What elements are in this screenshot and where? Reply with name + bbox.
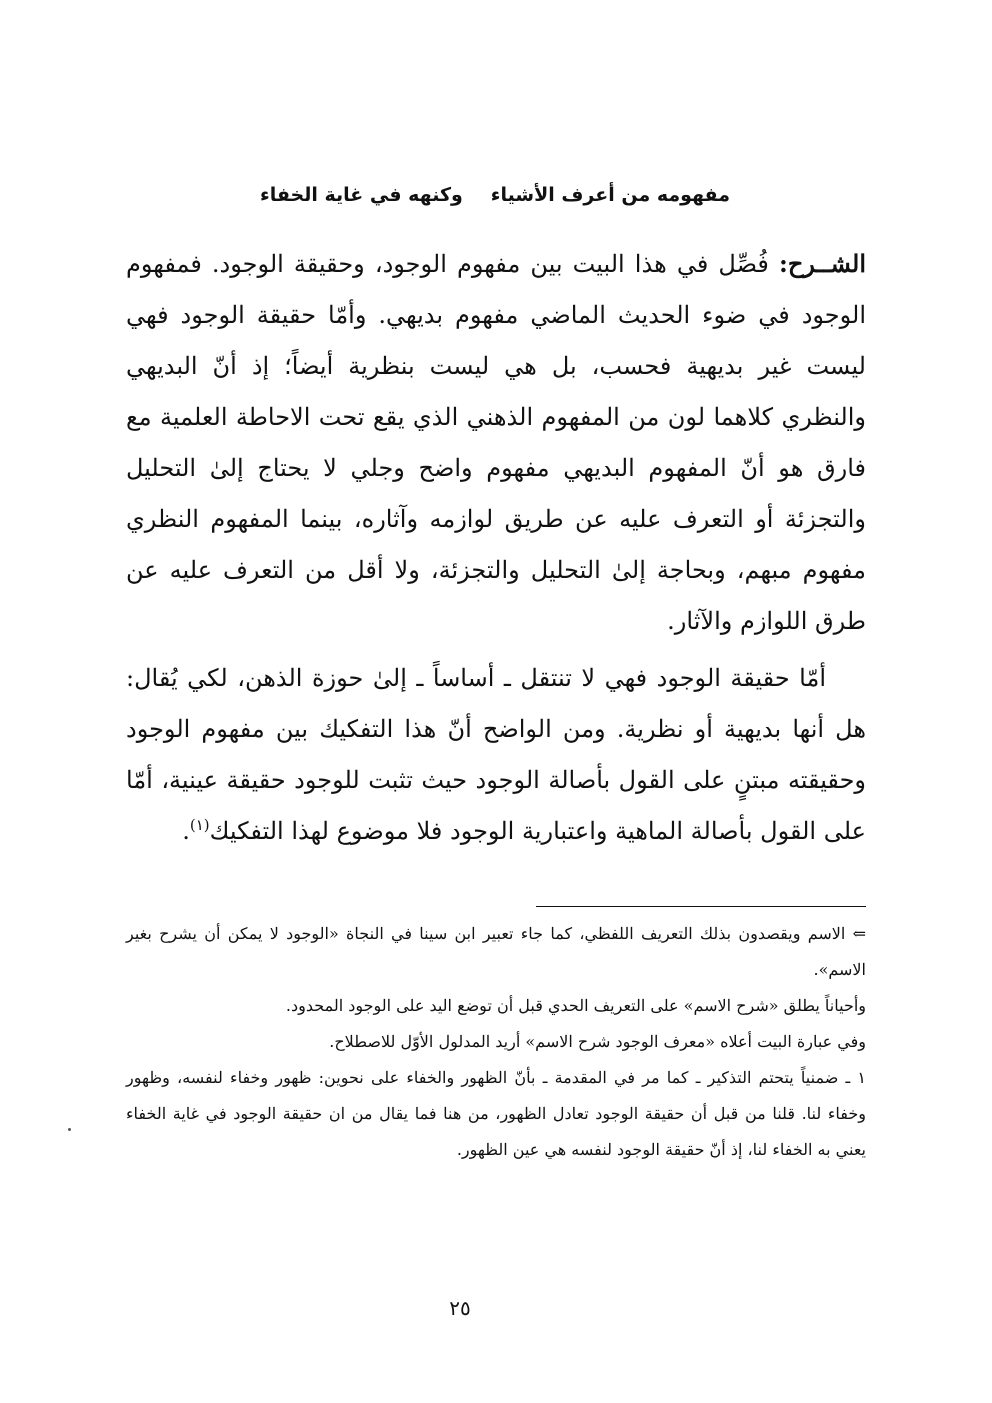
footnote-continuation-line-2: وأحياناً يطلق «شرح الاسم» على التعريف الحدي قبل أن توضع اليد على الوجود المحدود. bbox=[285, 996, 866, 1015]
verse-second-hemistich: وكنهه في غاية الخفاء bbox=[260, 184, 463, 206]
commentary-paragraph-2-text: أمّا حقيقة الوجود فهي لا تنتقل ـ أساساً ـ إلىٰ حوزة الذهن، لكي يُقال: هل أنها بديهية أو نظرية. ومن الواضح أنّ هذا التفكيك بين مفهوم الوجود وحقيقته مبتنٍ على القول بأصالة الوجود حيث تثبت للوجود حقيقة عينية، أمّا على القول بأصالة الماهية واعتبارية الوجود فلا موضوع لهذا التفكيك bbox=[126, 664, 866, 845]
verse-first-hemistich: مفهومه من أعرف الأشياء bbox=[490, 184, 730, 206]
footnote-reference[interactable]: (١) bbox=[189, 816, 210, 834]
footnote-divider bbox=[536, 906, 866, 907]
commentary-paragraph-1 bbox=[126, 238, 866, 647]
verse-header bbox=[260, 180, 730, 210]
footnote-continuation-line-1: ⇐ الاسم ويقصدون بذلك التعريف اللفظي، كما جاء تعبير ابن سينا في النجاة «الوجود لا يمكن أن يشرح بغير الاسم». bbox=[126, 924, 866, 979]
commentary-body bbox=[126, 238, 866, 857]
commentary-paragraph-2 bbox=[126, 653, 866, 857]
scan-speck bbox=[68, 1128, 71, 1131]
footnote-continuation-line-3: وفي عبارة البيت أعلاه «معرف الوجود شرح الاسم» أريد المدلول الأوّل للاصطلاح. bbox=[329, 1032, 866, 1051]
commentary-label: الشــرح: bbox=[778, 249, 866, 278]
page-number: ٢٥ bbox=[449, 1296, 471, 1320]
commentary-paragraph-2-end: . bbox=[182, 817, 190, 845]
footnote-1: ١ ـ ضمنياً يتحتم التذكير ـ كما مر في المقدمة ـ بأنّ الظهور والخفاء على نحوين: ظهور وخفاء لنفسه، وظهور وخفاء لنا. قلنا من قبل أن حقيقة الوجود تعادل الظهور، من هنا فما يقال من ان حقيقة الوجود في غاية الخفاء يعني به الخفاء لنا، إذ أنّ حقيقة الوجود لنفسه هي عين الظهور. bbox=[126, 1068, 866, 1159]
commentary-paragraph-1-text: فُصِّل في هذا البيت بين مفهوم الوجود، وحقيقة الوجود. فمفهوم الوجود في ضوء الحديث الماضي مفهوم بديهي. وأمّا حقيقة الوجود فهي ليست غير بديهية فحسب، بل هي ليست بنظرية أيضاً؛ إذ أنّ البديهي والنظري كلاهما لون من المفهوم الذهني الذي يقع تحت الاحاطة العلمية مع فارق هو أنّ المفهوم البديهي مفهوم واضح وجلي لا يحتاج إلىٰ التحليل والتجزئة أو التعرف عليه عن طريق لوازمه وآثاره، بينما المفهوم النظري مفهوم مبهم، وبحاجة إلىٰ التحليل والتجزئة، ولا أقل من التعرف عليه عن طرق اللوازم والآثار. bbox=[126, 250, 866, 635]
footnotes-section bbox=[126, 916, 866, 1168]
